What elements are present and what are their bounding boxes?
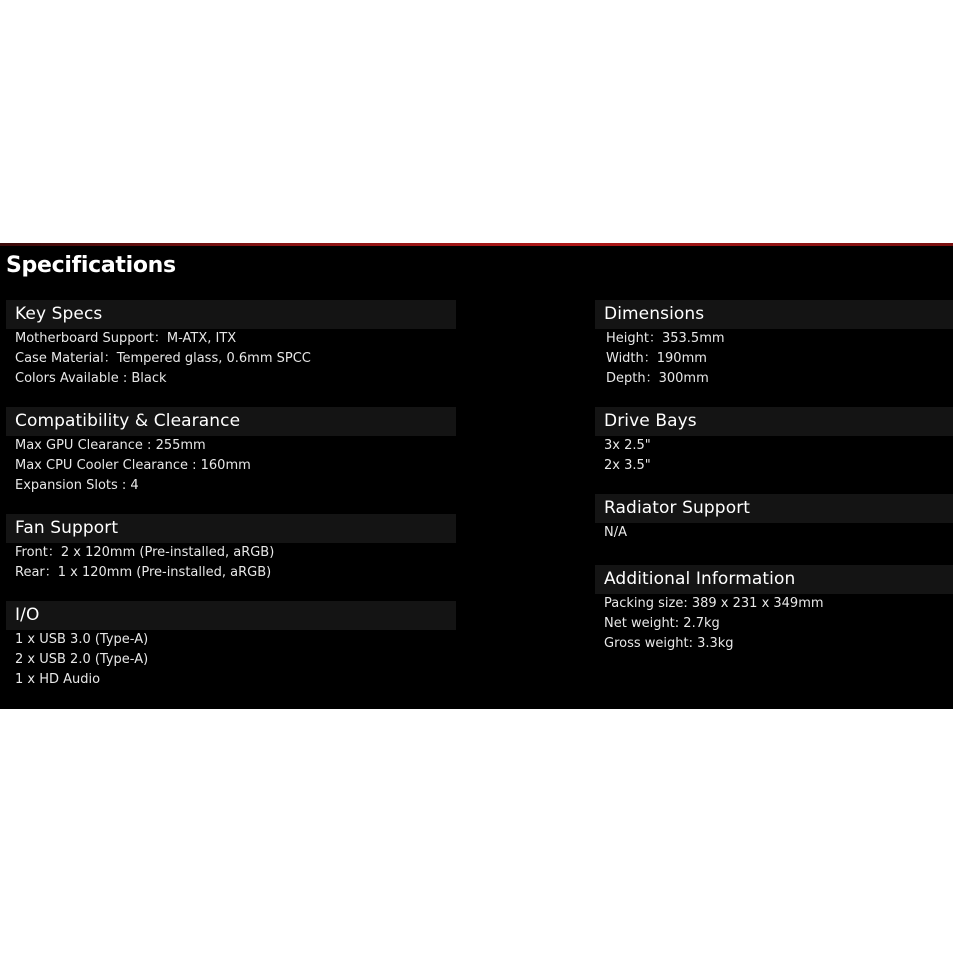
section-dimensions	[595, 300, 953, 389]
section-header-additional-information: Additional Information	[595, 565, 953, 594]
page-title: Specifications	[6, 253, 176, 278]
spec-item-hd-audio: 1 x HD Audio	[15, 672, 101, 687]
section-header-key-specs: Key Specs	[6, 300, 456, 329]
section-header-radiator-support: Radiator Support	[595, 494, 953, 523]
spec-item-colors-available: Colors Available : Black	[15, 371, 167, 386]
section-header-compatibility-clearance: Compatibility & Clearance	[6, 407, 456, 436]
section-io	[6, 601, 456, 690]
specifications-panel	[0, 243, 953, 709]
section-fan-support	[6, 514, 456, 583]
spec-item-gross-weight: Gross weight: 3.3kg	[604, 636, 734, 651]
spec-item-width: Width：190mm	[606, 351, 707, 366]
spec-item-motherboard-support: Motherboard Support：M-ATX, ITX	[15, 331, 237, 346]
section-header-dimensions: Dimensions	[595, 300, 953, 329]
accent-bar	[0, 243, 953, 246]
spec-item-usb-2: 2 x USB 2.0 (Type-A)	[15, 652, 149, 667]
section-header-fan-support: Fan Support	[6, 514, 456, 543]
spec-item-max-cpu-cooler-clearance: Max CPU Cooler Clearance : 160mm	[15, 458, 251, 473]
spec-list-radiator-support	[595, 523, 953, 543]
spec-item-max-gpu-clearance: Max GPU Clearance : 255mm	[15, 438, 206, 453]
section-header-io: I/O	[6, 601, 456, 630]
spec-list-drive-bays	[595, 436, 953, 476]
spec-item-depth: Depth：300mm	[606, 371, 709, 386]
spec-item-radiator: N/A	[604, 525, 627, 540]
section-radiator-support	[595, 494, 953, 543]
spec-item-2-5-bays: 3x 2.5"	[604, 438, 651, 453]
spec-item-height: Height：353.5mm	[606, 331, 725, 346]
spec-item-packing-size: Packing size: 389 x 231 x 349mm	[604, 596, 824, 611]
spec-item-case-material: Case Material：Tempered glass, 0.6mm SPCC	[15, 351, 311, 366]
spec-list-compatibility-clearance	[6, 436, 456, 496]
spec-item-front-fans: Front：2 x 120mm (Pre-installed, aRGB)	[15, 545, 275, 560]
section-header-drive-bays: Drive Bays	[595, 407, 953, 436]
section-key-specs	[6, 300, 456, 389]
section-drive-bays	[595, 407, 953, 476]
spec-item-usb-3: 1 x USB 3.0 (Type-A)	[15, 632, 149, 647]
spec-list-fan-support	[6, 543, 456, 583]
spec-list-io	[6, 630, 456, 690]
section-additional-information	[595, 565, 953, 654]
right-column	[595, 300, 953, 654]
spec-list-additional-information	[595, 594, 953, 654]
spec-list-dimensions	[595, 329, 953, 389]
spec-item-net-weight: Net weight: 2.7kg	[604, 616, 720, 631]
section-compatibility-clearance	[6, 407, 456, 496]
spec-item-rear-fans: Rear：1 x 120mm (Pre-installed, aRGB)	[15, 565, 272, 580]
left-column	[6, 300, 456, 690]
spec-item-expansion-slots: Expansion Slots : 4	[15, 478, 139, 493]
spec-list-key-specs	[6, 329, 456, 389]
spec-item-3-5-bays: 2x 3.5"	[604, 458, 651, 473]
